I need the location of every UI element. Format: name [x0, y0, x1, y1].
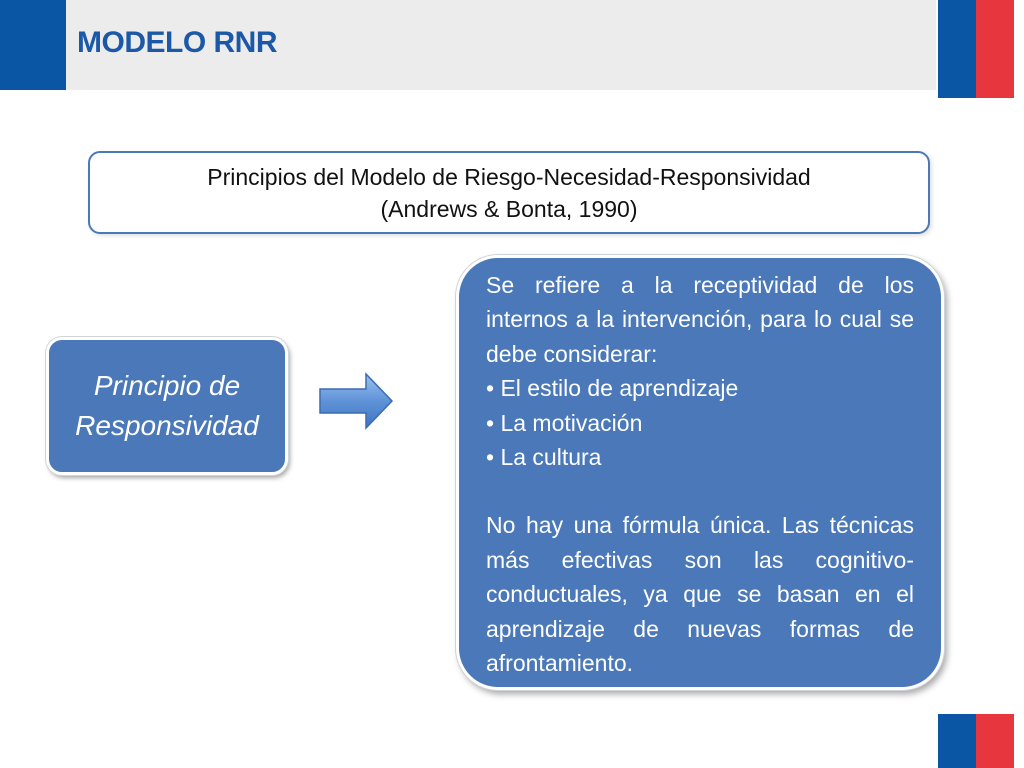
flag-emblem-bottom [938, 714, 1014, 768]
bullet-item [486, 406, 914, 440]
slide-title: MODELO RNR [77, 26, 277, 59]
bullet-item [486, 440, 914, 474]
bullet-item [486, 371, 914, 405]
description-intro: Se refiere a la receptividad de los internos a la intervención, para lo cual se debe considerar: [486, 272, 914, 367]
bullet-symbol: • [486, 409, 495, 436]
description-conclusion: No hay una fórmula única. Las técnicas más efectivas son las cognitivo-conductuales, ya que se basan en el aprendizaje de nuevas formas de afrontamiento. [486, 512, 914, 677]
left-blue-stripe [0, 0, 66, 90]
right-arrow-icon [318, 372, 394, 430]
principle-box [46, 337, 288, 475]
paragraph-spacer [486, 474, 914, 508]
model-principles-header [88, 151, 930, 234]
header-line-1: Principios del Modelo de Riesgo-Necesidad-Responsividad [207, 163, 811, 190]
flag-red-band [976, 714, 1014, 768]
bullet-text: La motivación [500, 409, 643, 436]
bullet-text: El estilo de aprendizaje [500, 375, 739, 402]
flag-blue-band [938, 0, 976, 98]
description-text [486, 268, 914, 680]
flag-red-band [976, 0, 1014, 98]
bullet-symbol: • [486, 444, 495, 471]
header-line-2: (Andrews & Bonta, 1990) [380, 195, 638, 222]
flag-blue-band [938, 714, 976, 768]
flag-emblem-top [938, 0, 1014, 98]
bullet-text: La cultura [500, 444, 602, 471]
principle-line-2: Responsividad [75, 410, 259, 441]
principle-line-1: Principio de [93, 370, 241, 401]
bullet-symbol: • [486, 375, 495, 402]
